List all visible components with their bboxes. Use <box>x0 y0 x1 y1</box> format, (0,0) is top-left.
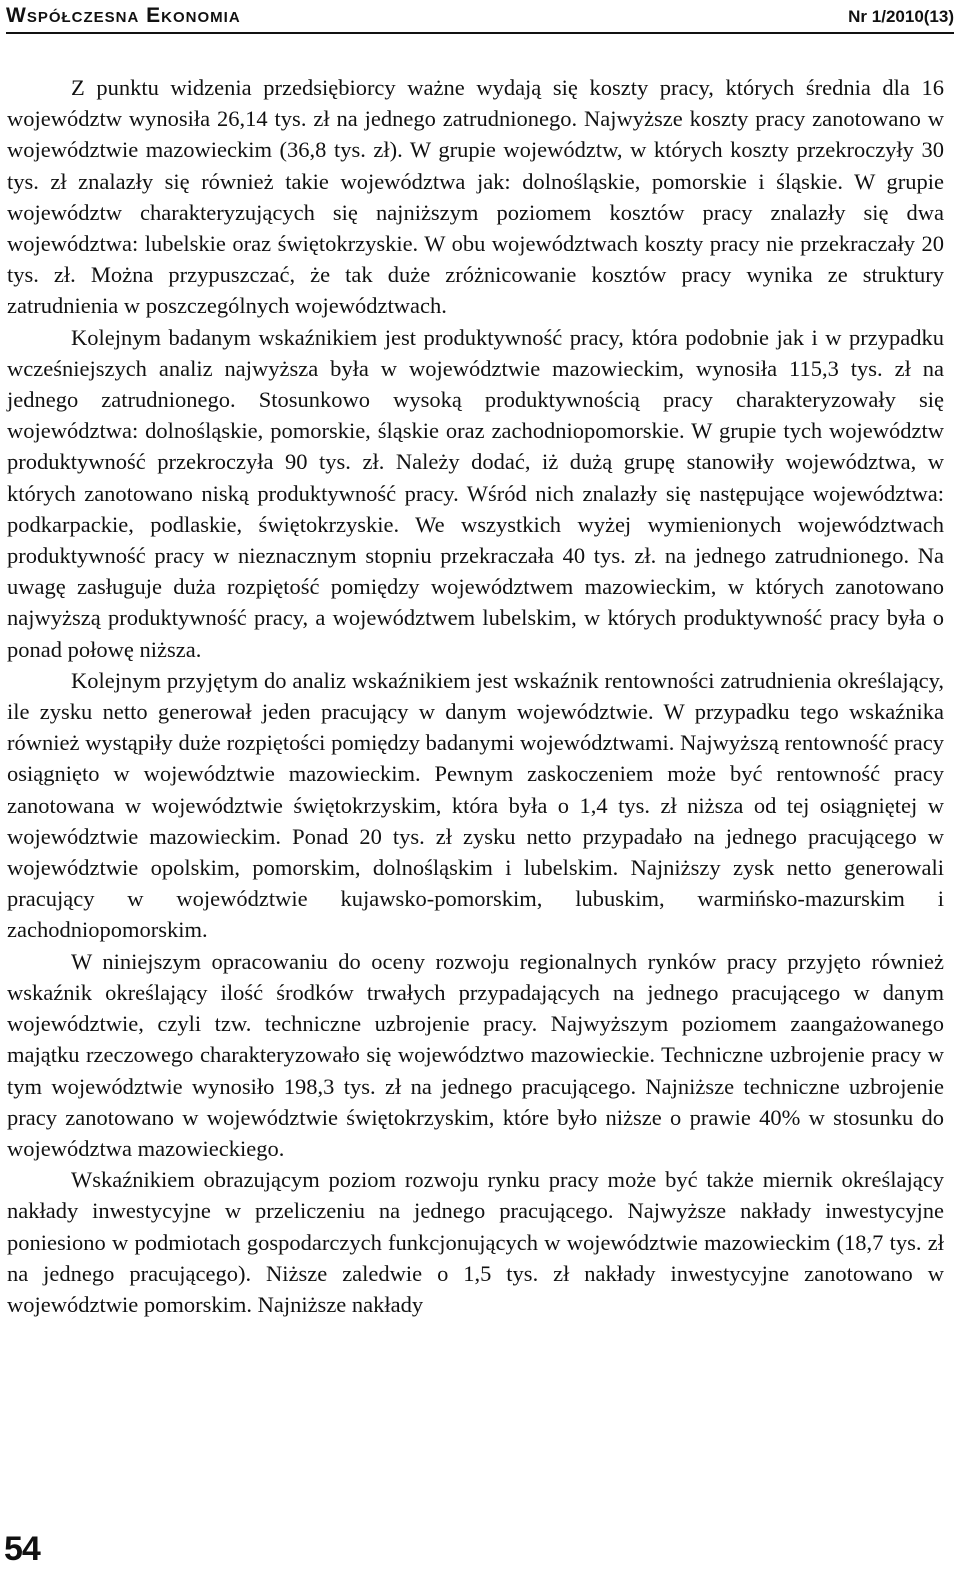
paragraph-investment: Wskaźnikiem obrazującym poziom rozwoju rynku pracy może być także miernik określający nakłady inwestycyjne w przeliczeniu na jednego pracującego. Najwyższe nakłady inwestycyjne poniesiono w podmiotach gospodarczych funkcjonujących w województwie mazowieckim (18,7 tys. zł na jednego pracującego). Niższe zaledwie o 1,5 tys. zł nakłady inwestycyjne zanotowano w województwie pomorskim. Najniższe nakłady <box>7 1167 944 1317</box>
article-body <box>7 72 944 1320</box>
running-header <box>6 2 954 34</box>
journal-title: Współczesna Ekonomia <box>6 4 241 27</box>
paragraph-technical-equipment: W niniejszym opracowaniu do oceny rozwoju regionalnych rynków pracy przyjęto również wskaźnik określający ilość środków trwałych przypadających na jednego pracującego w danym województwie, czyli tzw. techniczne uzbrojenie pracy. Najwyższym poziomem zaangażowanego majątku rzeczowego charakteryzowało się województwo mazowieckie. Techniczne uzbrojenie pracy w tym województwie wynosiło 198,3 tys. zł na jednego pracującego. Najniższe techniczne uzbrojenie pracy zanotowano w województwie świętokrzyskim, które było niższe o prawie 40% w stosunku do województwa mazowieckiego. <box>7 948 944 1161</box>
paragraph-productivity: Kolejnym badanym wskaźnikiem jest produktywność pracy, która podobnie jak i w przypadku wcześniejszych analiz najwyższa była w województwie mazowieckim, wynosiła 115,3 tys. zł na jednego zatrudnionego. Stosunkowo wysoką produktywnością pracy charakteryzowały się województwa: dolnośląskie, pomorskie, śląskie oraz zachodniopomorskie. W grupie tych województw produktywność przekroczyła 90 tys. zł. Należy dodać, iż dużą grupę stanowiły województwa, w których zanotowano niską produktywność pracy. Wśród nich znalazły się następujące województwa: podkarpackie, podlaskie, świętokrzyskie. We wszystkich wyżej wymienionych województwach produktywność pracy w nieznacznym stopniu przekraczała 40 tys. zł. na jednego zatrudnionego. Na uwagę zasługuje duża rozpiętość pomiędzy województwem mazowieckim, w których zanotowano najwyższą produktywność pracy, a województwem lubelskim, w których produktywność pracy była o ponad połowę niższa. <box>7 324 944 662</box>
page-number: 54 <box>4 1530 40 1568</box>
paragraph-labor-costs: Z punktu widzenia przedsiębiorcy ważne wydają się koszty pracy, których średnia dla 16 województw wynosiła 26,14 tys. zł na jednego zatrudnionego. Najwyższe koszty pracy zanotowano w województwie mazowieckim (36,8 tys. zł). W grupie województw, w których koszty przekroczyły 30 tys. zł znalazły się również takie województwa jak: dolnośląskie, pomorskie i śląskie. W grupie województw charakteryzujących się najniższym poziomem kosztów pracy znalazły się dwa województwa: lubelskie oraz świętokrzyskie. W obu województwach koszty pracy nie przekraczały 20 tys. zł. Można przypuszczać, że tak duże zróżnicowanie kosztów pracy wynika ze struktury zatrudnienia w poszczególnych województwach. <box>7 75 944 319</box>
issue-number: Nr 1/2010(13) <box>848 7 954 26</box>
paragraph-profitability: Kolejnym przyjętym do analiz wskaźnikiem jest wskaźnik rentowności zatrudnienia określający, ile zysku netto generował jeden pracujący w danym województwie. W przypadku tego wskaźnika również wystąpiły duże rozpiętości pomiędzy badanymi województwami. Najwyższą rentowność pracy osiągnięto w województwie mazowieckim. Pewnym zaskoczeniem może być rentowność pracy zanotowana w województwie świętokrzyskim, która była o 1,4 tys. zł niższa od tej osiągniętej w województwie mazowieckim. Ponad 20 tys. zł zysku netto przypadało na jednego pracującego w województwie opolskim, pomorskim, dolnośląskim i lubelskim. Najniższy zysk netto generowali pracujący w województwie kujawsko-pomorskim, lubuskim, warmińsko-mazurskim i zachodniopomorskim. <box>7 667 944 943</box>
